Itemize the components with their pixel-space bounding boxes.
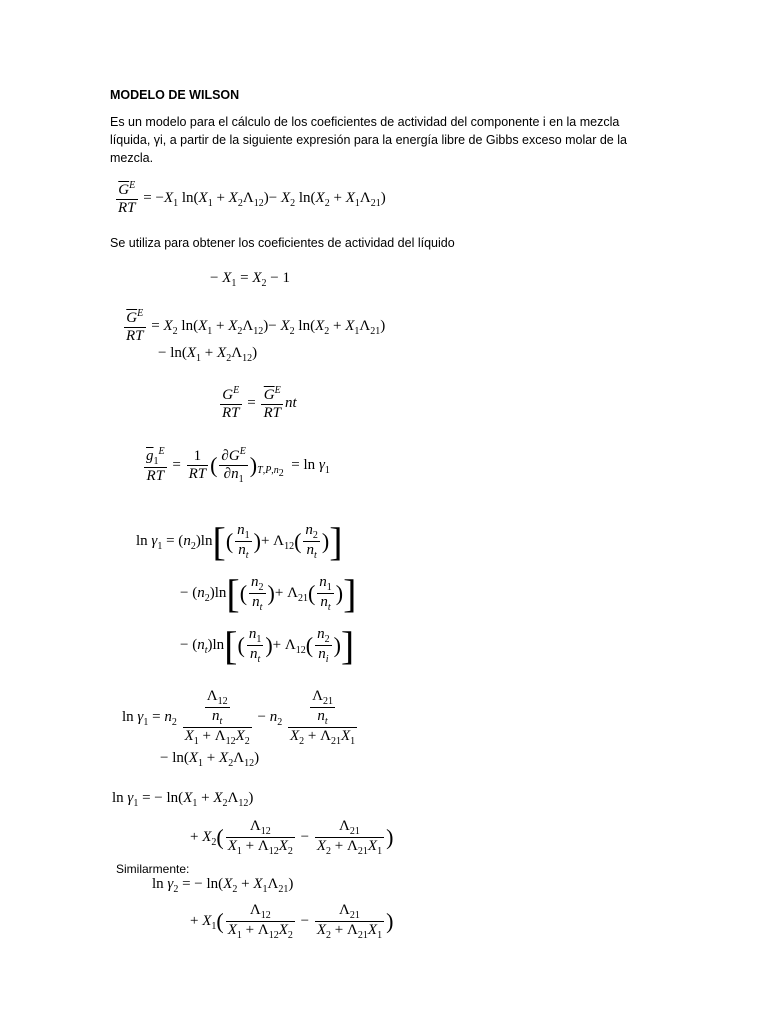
equation-ln-gamma1-final: $\ln \gamma_1$ = − $\ln(X_1 + X_2\Lambda_{12})$ [112,790,254,809]
equation-ln-gamma-derivation-line1: $\ln \gamma_1 = (n_2)\ln$[( $\frac{n_1}{n_t}$ )+ $\Lambda_{12}$( $\frac{n_2}{n_t}$ )] [136,519,343,564]
equation-ln-gamma2-final-line2: + $X_1$( $\frac{\Lambda_{12}}{X_1 + \Lambda_{12}X_2}$ − $\frac{\Lambda_{21}}{X_2 + \Lambda_{21}X_1}$ ) [190,902,394,941]
equation-ln-gamma-intermediate-line2: − $\ln(X_1 + X_2\Lambda_{12})$ [160,750,260,769]
equation-ln-gamma-derivation-line3: − $(n_t)\ln$[( $\frac{n_1}{n_t}$ )+ $\Lambda_{12}$( $\frac{n_2}{n_i}$ )] [180,623,355,668]
equation-excess-gibbs-line2: − $\ln(X_1 + X_2\Lambda_{12})$ [158,345,258,364]
equation-mole-fraction: − $X_1 = X_2 - 1$ [210,270,290,289]
equation-total-gibbs: $\frac{G^E}{RT}$ = $\frac{\overline{G}^E}{RT}$ nt [222,385,297,421]
equation-ln-gamma-derivation-line2: − $(n_2)\ln$[( $\frac{n_2}{n_t}$ )+ $\Lambda_{21}$( $\frac{n_1}{n_t}$ )] [180,571,357,616]
equation-ln-gamma-intermediate: $\ln \gamma_1 = n_2$ $\frac{\frac{\Lambda_{12}}{n_t}}{X_1 + \Lambda_{12}X_2}$ − $n_2$ $\frac{\frac{\Lambda_{21}}{n_t}}{X_2 + \Lambda_{21}X_1}$ [122,688,356,747]
equation-excess-gibbs-substituted: $\frac{\overline{G}^E}{RT}$ = $X_2$ $\ln(X_1 + X_2\Lambda_{12})- X_2$ $\ln(X_2 + X_1\Lambda_{21})$ [126,308,386,344]
document-heading: MODELO DE WILSON [110,88,240,102]
equation-excess-gibbs: $\frac{\overline{G}^E}{RT}$ = $-X_1$ $\ln(X_1 + X_2\Lambda_{12})- X_2$ $\ln(X_2 + X_1\Lambda_{21})$ [118,180,386,216]
equation-ln-gamma2-final: $\ln \gamma_2$ = − $\ln(X_2 + X_1\Lambda_{21})$ [152,876,294,895]
equation-partial-molar: $\frac{\overline{g}_1^E}{RT}$ = $\frac{1}{RT}$ ( $\frac{\partial G^E}{\partial n_1}$ )$_{T,P,n_2} = \ln \gamma_1$ [146,446,330,485]
intro-paragraph: Es un modelo para el cálculo de los coeficientes de actividad del componente i en la mezcla líquida, γi, a partir de la siguiente expresión para la energía libre de Gibbs exceso molar de la mezcla. [110,115,627,165]
similarly-label: Similarmente: [116,862,190,876]
equation-ln-gamma1-final-line2: + $X_2$( $\frac{\Lambda_{12}}{X_1 + \Lambda_{12}X_2}$ − $\frac{\Lambda_{21}}{X_2 + \Lambda_{21}X_1}$ ) [190,818,394,857]
note-paragraph: Se utiliza para obtener los coeficientes de actividad del líquido [110,236,455,250]
